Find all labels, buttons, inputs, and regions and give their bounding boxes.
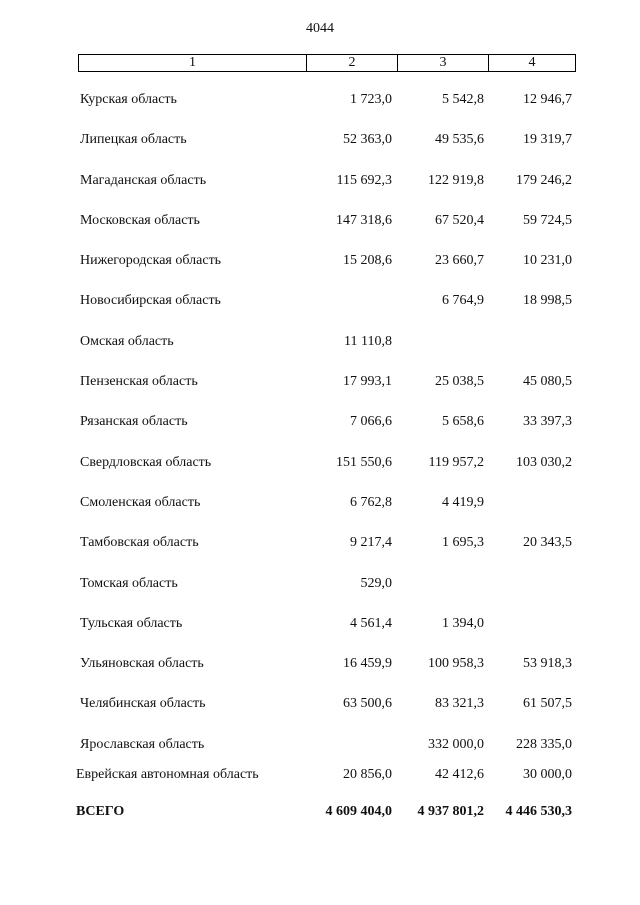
value-col-2: 7 066,6 [350, 414, 392, 429]
table-row [0, 614, 640, 634]
value-col-3: 1 394,0 [442, 616, 484, 631]
value-col-4: 61 507,5 [523, 696, 572, 711]
value-col-2: 20 856,0 [343, 767, 392, 782]
region-name: Челябинская область [80, 696, 206, 711]
region-name: Рязанская область [80, 414, 188, 429]
region-name: Липецкая область [80, 132, 187, 147]
table-row [0, 251, 640, 271]
column-header-3: 3 [397, 55, 488, 71]
table-row [0, 372, 640, 392]
value-col-4: 20 343,5 [523, 535, 572, 550]
value-col-2: 151 550,6 [336, 455, 392, 470]
table-row [0, 735, 640, 755]
value-col-4: 30 000,0 [523, 767, 572, 782]
table-row [0, 291, 640, 311]
region-name: Нижегородская область [80, 253, 222, 268]
region-name: Еврейская автономная область [76, 767, 259, 782]
page-number: 4044 [306, 21, 334, 36]
value-col-3: 1 695,3 [442, 535, 484, 550]
value-col-4: 228 335,0 [516, 737, 572, 752]
region-name: Ульяновская область [80, 656, 204, 671]
region-name: Омская область [80, 334, 174, 349]
region-name: Свердловская область [80, 455, 212, 470]
value-col-3: 23 660,7 [435, 253, 484, 268]
region-name: Томская область [80, 576, 178, 591]
value-col-2: 4 561,4 [350, 616, 392, 631]
value-col-3: 83 321,3 [435, 696, 484, 711]
table-row [0, 332, 640, 352]
value-col-3: 6 764,9 [442, 293, 484, 308]
value-col-3: 5 542,8 [442, 92, 484, 107]
region-name: Тамбовская область [80, 535, 199, 550]
value-col-4: 33 397,3 [523, 414, 572, 429]
value-col-2: 9 217,4 [350, 535, 392, 550]
value-col-3: 25 038,5 [435, 374, 484, 389]
value-col-3: 122 919,8 [428, 173, 484, 188]
value-col-3: 49 535,6 [435, 132, 484, 147]
region-name: Курская область [80, 92, 177, 107]
value-col-3: 5 658,6 [442, 414, 484, 429]
table-row [0, 493, 640, 513]
table-row [0, 130, 640, 150]
value-col-2: 6 762,8 [350, 495, 392, 510]
column-header-4: 4 [488, 55, 575, 71]
table-row [0, 453, 640, 473]
value-col-4: 19 319,7 [523, 132, 572, 147]
value-col-2: 11 110,8 [344, 334, 392, 349]
table-row [0, 654, 640, 674]
table-row [0, 694, 640, 714]
region-name: Смоленская область [80, 495, 201, 510]
total-value-col-4: 4 446 530,3 [505, 804, 572, 819]
value-col-3: 67 520,4 [435, 213, 484, 228]
table-row [0, 412, 640, 432]
table-row [0, 533, 640, 553]
value-col-2: 63 500,6 [343, 696, 392, 711]
value-col-4: 45 080,5 [523, 374, 572, 389]
value-col-3: 332 000,0 [428, 737, 484, 752]
region-name: Новосибирская область [80, 293, 221, 308]
value-col-2: 17 993,1 [343, 374, 392, 389]
region-name: Пензенская область [80, 374, 198, 389]
value-col-3: 119 957,2 [428, 455, 484, 470]
total-label: ВСЕГО [76, 804, 125, 819]
column-header-1: 1 [189, 55, 196, 70]
value-col-2: 147 318,6 [336, 213, 392, 228]
total-row [0, 802, 640, 822]
value-col-4: 103 030,2 [516, 455, 572, 470]
value-col-4: 53 918,3 [523, 656, 572, 671]
value-col-2: 15 208,6 [343, 253, 392, 268]
column-header-2: 2 [306, 55, 397, 71]
value-col-4: 59 724,5 [523, 213, 572, 228]
region-name: Московская область [80, 213, 200, 228]
region-name: Тульская область [80, 616, 183, 631]
total-value-col-3: 4 937 801,2 [417, 804, 484, 819]
region-name: Ярославская область [80, 737, 205, 752]
value-col-4: 179 246,2 [516, 173, 572, 188]
table-row [0, 90, 640, 110]
value-col-3: 100 958,3 [428, 656, 484, 671]
total-value-col-2: 4 609 404,0 [325, 804, 392, 819]
value-col-4: 10 231,0 [523, 253, 572, 268]
value-col-2: 115 692,3 [336, 173, 392, 188]
column-header-row [78, 54, 576, 72]
value-col-2: 529,0 [360, 576, 392, 591]
value-col-2: 1 723,0 [350, 92, 392, 107]
value-col-2: 52 363,0 [343, 132, 392, 147]
value-col-2: 16 459,9 [343, 656, 392, 671]
region-name: Магаданская область [80, 173, 207, 188]
table-row [0, 211, 640, 231]
table-row [0, 171, 640, 191]
table-row [0, 765, 640, 785]
value-col-4: 18 998,5 [523, 293, 572, 308]
value-col-3: 4 419,9 [442, 495, 484, 510]
value-col-3: 42 412,6 [435, 767, 484, 782]
table-row [0, 574, 640, 594]
value-col-4: 12 946,7 [523, 92, 572, 107]
